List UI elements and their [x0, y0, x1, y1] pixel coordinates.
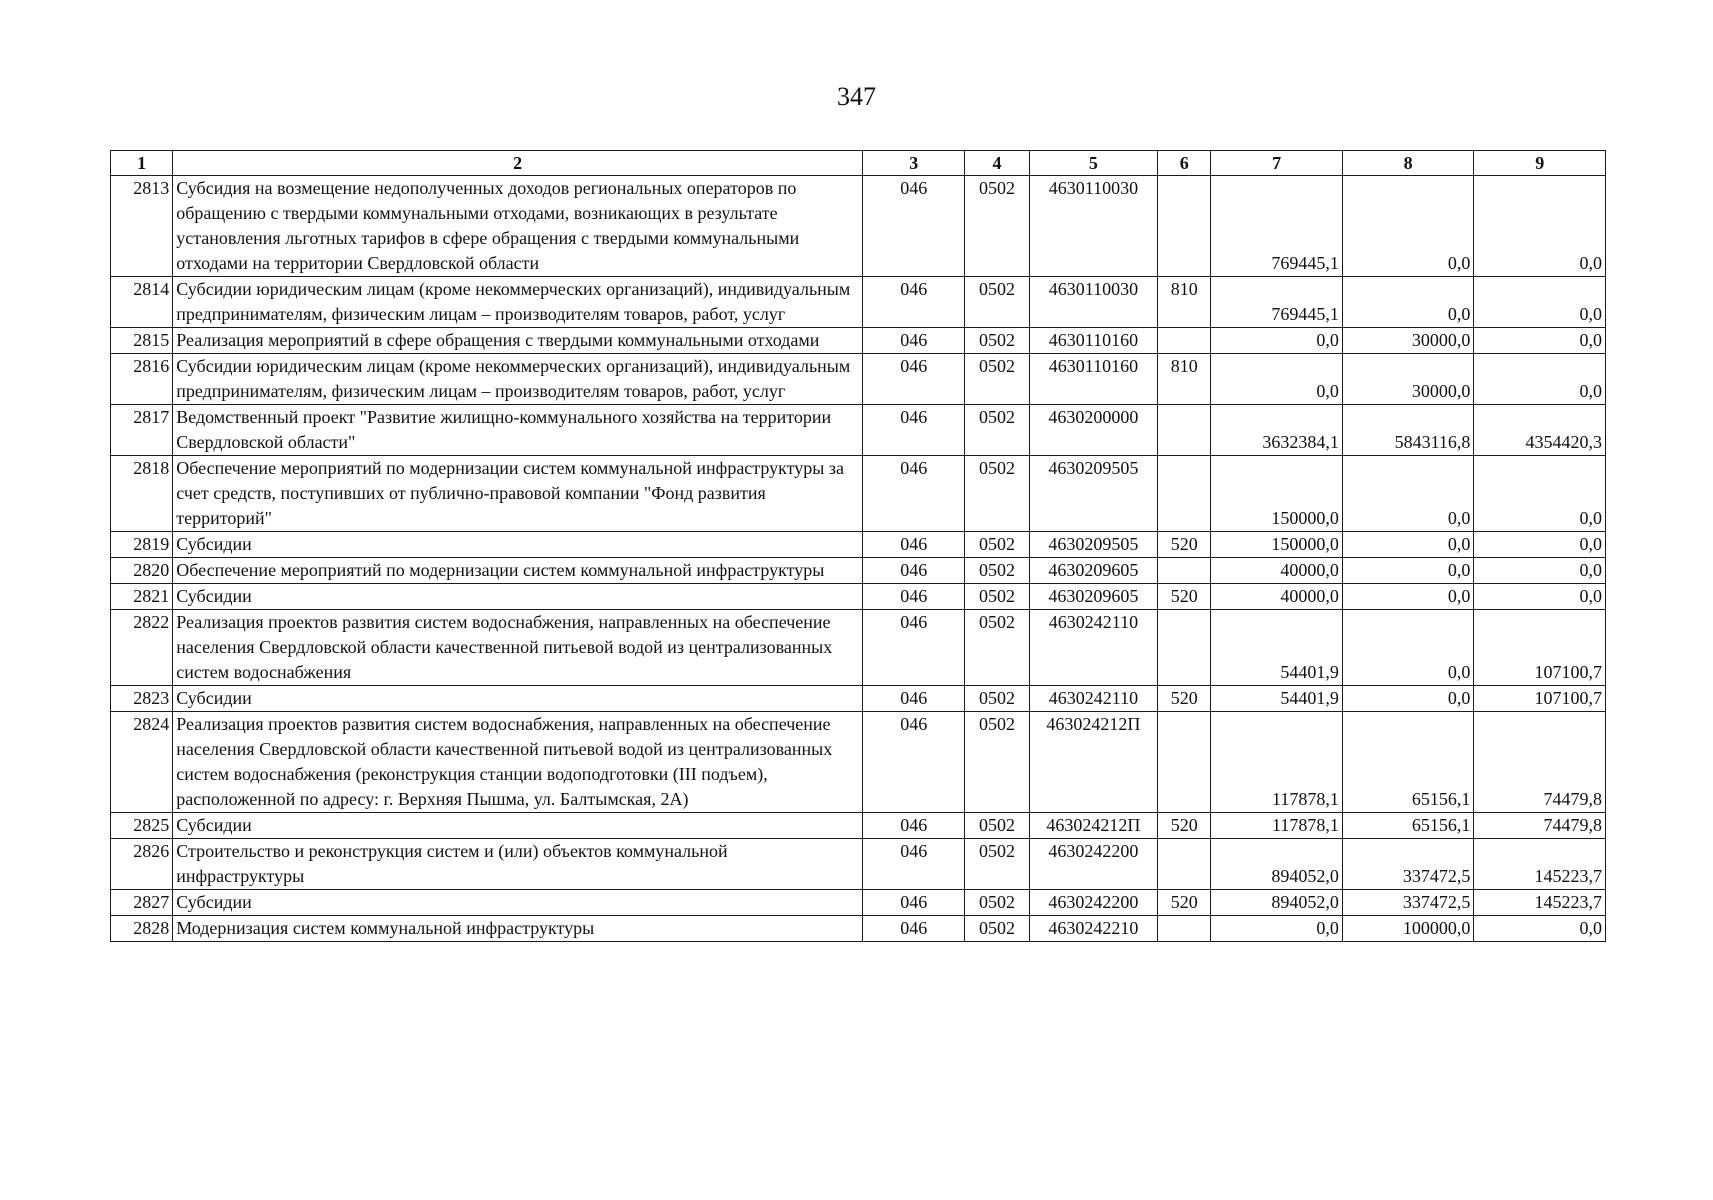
row-number-cell: 2816 — [111, 354, 173, 405]
amount-year3-cell: 74479,8 — [1474, 712, 1606, 813]
expense-type-cell — [1158, 712, 1211, 813]
ministry-code-cell: 046 — [863, 712, 965, 813]
ministry-code-cell: 046 — [863, 328, 965, 354]
page-number: 347 — [837, 82, 876, 111]
row-number-cell: 2817 — [111, 405, 173, 456]
row-number-cell: 2821 — [111, 584, 173, 610]
description-cell: Субсидии юридическим лицам (кроме некоммерческих организаций), индивидуальным предпринимателям, физическим лицам – производителям товаров, работ, услуг — [173, 354, 863, 405]
amount-year2-cell: 0,0 — [1342, 686, 1474, 712]
amount-year1-cell: 0,0 — [1211, 354, 1343, 405]
amount-year1-cell: 117878,1 — [1211, 813, 1343, 839]
description-cell: Реализация проектов развития систем водоснабжения, направленных на обеспечение населения Свердловской области качественной питьевой водой из централизованных систем водоснабжения — [173, 610, 863, 686]
ministry-code-cell: 046 — [863, 277, 965, 328]
amount-year3-cell: 0,0 — [1474, 328, 1606, 354]
expense-type-cell — [1158, 839, 1211, 890]
description-cell: Модернизация систем коммунальной инфраструктуры — [173, 916, 863, 942]
expense-type-cell — [1158, 916, 1211, 942]
amount-year2-cell: 337472,5 — [1342, 890, 1474, 916]
table-row — [111, 813, 1606, 839]
amount-year3-cell: 0,0 — [1474, 916, 1606, 942]
table-row — [111, 532, 1606, 558]
row-number-cell: 2827 — [111, 890, 173, 916]
target-article-cell: 4630110030 — [1029, 277, 1158, 328]
target-article-cell: 4630209605 — [1029, 558, 1158, 584]
target-article-cell: 4630242110 — [1029, 610, 1158, 686]
amount-year1-cell: 40000,0 — [1211, 558, 1343, 584]
ministry-code-cell: 046 — [863, 686, 965, 712]
section-code-cell: 0502 — [965, 328, 1029, 354]
amount-year2-cell: 0,0 — [1342, 176, 1474, 277]
amount-year2-cell: 100000,0 — [1342, 916, 1474, 942]
ministry-code-cell: 046 — [863, 584, 965, 610]
amount-year3-cell: 74479,8 — [1474, 813, 1606, 839]
ministry-code-cell: 046 — [863, 610, 965, 686]
table-row — [111, 277, 1606, 328]
amount-year1-cell: 54401,9 — [1211, 686, 1343, 712]
amount-year3-cell: 0,0 — [1474, 532, 1606, 558]
table-row — [111, 405, 1606, 456]
amount-year3-cell: 107100,7 — [1474, 610, 1606, 686]
description-cell: Обеспечение мероприятий по модернизации систем коммунальной инфраструктуры — [173, 558, 863, 584]
table-row — [111, 712, 1606, 813]
section-code-cell: 0502 — [965, 839, 1029, 890]
amount-year1-cell: 769445,1 — [1211, 176, 1343, 277]
target-article-cell: 4630110160 — [1029, 354, 1158, 405]
target-article-cell: 4630242200 — [1029, 839, 1158, 890]
amount-year1-cell: 894052,0 — [1211, 839, 1343, 890]
row-number-cell: 2828 — [111, 916, 173, 942]
row-number-cell: 2815 — [111, 328, 173, 354]
column-header: 8 — [1342, 151, 1474, 176]
row-number-cell: 2813 — [111, 176, 173, 277]
target-article-cell: 4630242200 — [1029, 890, 1158, 916]
column-header: 3 — [863, 151, 965, 176]
amount-year3-cell: 0,0 — [1474, 277, 1606, 328]
target-article-cell: 4630209605 — [1029, 584, 1158, 610]
ministry-code-cell: 046 — [863, 890, 965, 916]
amount-year3-cell: 4354420,3 — [1474, 405, 1606, 456]
row-number-cell: 2825 — [111, 813, 173, 839]
amount-year2-cell: 0,0 — [1342, 277, 1474, 328]
description-cell: Ведомственный проект "Развитие жилищно-коммунального хозяйства на территории Свердловской области" — [173, 405, 863, 456]
row-number-cell: 2826 — [111, 839, 173, 890]
column-header: 1 — [111, 151, 173, 176]
description-cell: Обеспечение мероприятий по модернизации систем коммунальной инфраструктуры за счет средств, поступивших от публично-правовой компании "Фонд развития территорий" — [173, 456, 863, 532]
amount-year2-cell: 0,0 — [1342, 610, 1474, 686]
section-code-cell: 0502 — [965, 584, 1029, 610]
description-cell: Реализация мероприятий в сфере обращения с твердыми коммунальными отходами — [173, 328, 863, 354]
section-code-cell: 0502 — [965, 354, 1029, 405]
amount-year2-cell: 65156,1 — [1342, 813, 1474, 839]
row-number-cell: 2814 — [111, 277, 173, 328]
amount-year1-cell: 0,0 — [1211, 328, 1343, 354]
column-header: 6 — [1158, 151, 1211, 176]
ministry-code-cell: 046 — [863, 532, 965, 558]
expense-type-cell — [1158, 610, 1211, 686]
row-number-cell: 2823 — [111, 686, 173, 712]
table-row — [111, 916, 1606, 942]
section-code-cell: 0502 — [965, 813, 1029, 839]
amount-year2-cell: 65156,1 — [1342, 712, 1474, 813]
amount-year3-cell: 0,0 — [1474, 456, 1606, 532]
expense-type-cell — [1158, 558, 1211, 584]
amount-year3-cell: 0,0 — [1474, 558, 1606, 584]
target-article-cell: 4630209505 — [1029, 456, 1158, 532]
section-code-cell: 0502 — [965, 405, 1029, 456]
description-cell: Строительство и реконструкция систем и (или) объектов коммунальной инфраструктуры — [173, 839, 863, 890]
target-article-cell: 4630110160 — [1029, 328, 1158, 354]
row-number-cell: 2822 — [111, 610, 173, 686]
row-number-cell: 2820 — [111, 558, 173, 584]
section-code-cell: 0502 — [965, 176, 1029, 277]
amount-year2-cell: 5843116,8 — [1342, 405, 1474, 456]
section-code-cell: 0502 — [965, 916, 1029, 942]
amount-year2-cell: 0,0 — [1342, 456, 1474, 532]
ministry-code-cell: 046 — [863, 456, 965, 532]
table-row — [111, 328, 1606, 354]
expense-type-cell: 520 — [1158, 584, 1211, 610]
expense-type-cell: 810 — [1158, 277, 1211, 328]
amount-year3-cell: 0,0 — [1474, 584, 1606, 610]
table-row — [111, 558, 1606, 584]
ministry-code-cell: 046 — [863, 176, 965, 277]
table-row — [111, 839, 1606, 890]
expense-type-cell: 520 — [1158, 686, 1211, 712]
expense-type-cell — [1158, 405, 1211, 456]
expense-type-cell: 810 — [1158, 354, 1211, 405]
amount-year1-cell: 150000,0 — [1211, 456, 1343, 532]
amount-year3-cell: 0,0 — [1474, 354, 1606, 405]
row-number-cell: 2818 — [111, 456, 173, 532]
section-code-cell: 0502 — [965, 456, 1029, 532]
budget-table — [110, 150, 1606, 942]
section-code-cell: 0502 — [965, 532, 1029, 558]
amount-year1-cell: 0,0 — [1211, 916, 1343, 942]
amount-year1-cell: 3632384,1 — [1211, 405, 1343, 456]
amount-year1-cell: 40000,0 — [1211, 584, 1343, 610]
expense-type-cell — [1158, 328, 1211, 354]
amount-year3-cell: 145223,7 — [1474, 890, 1606, 916]
description-cell: Субсидии юридическим лицам (кроме некоммерческих организаций), индивидуальным предпринимателям, физическим лицам – производителям товаров, работ, услуг — [173, 277, 863, 328]
target-article-cell: 4630209505 — [1029, 532, 1158, 558]
header-row — [111, 151, 1606, 176]
column-header: 4 — [965, 151, 1029, 176]
table-row — [111, 610, 1606, 686]
amount-year1-cell: 54401,9 — [1211, 610, 1343, 686]
expense-type-cell: 520 — [1158, 890, 1211, 916]
ministry-code-cell: 046 — [863, 405, 965, 456]
section-code-cell: 0502 — [965, 712, 1029, 813]
description-cell: Субсидии — [173, 686, 863, 712]
ministry-code-cell: 046 — [863, 916, 965, 942]
section-code-cell: 0502 — [965, 686, 1029, 712]
section-code-cell: 0502 — [965, 890, 1029, 916]
ministry-code-cell: 046 — [863, 813, 965, 839]
column-header: 2 — [173, 151, 863, 176]
amount-year3-cell: 0,0 — [1474, 176, 1606, 277]
column-header: 9 — [1474, 151, 1606, 176]
row-number-cell: 2819 — [111, 532, 173, 558]
amount-year1-cell: 117878,1 — [1211, 712, 1343, 813]
ministry-code-cell: 046 — [863, 839, 965, 890]
description-cell: Субсидия на возмещение недополученных доходов региональных операторов по обращению с твердыми коммунальными отходами, возникающих в результате установления льготных тарифов в сфере обращения с твердыми коммунальными отходами на территории Свердловской области — [173, 176, 863, 277]
section-code-cell: 0502 — [965, 558, 1029, 584]
amount-year1-cell: 150000,0 — [1211, 532, 1343, 558]
amount-year2-cell: 0,0 — [1342, 558, 1474, 584]
amount-year2-cell: 0,0 — [1342, 584, 1474, 610]
section-code-cell: 0502 — [965, 610, 1029, 686]
table-row — [111, 584, 1606, 610]
ministry-code-cell: 046 — [863, 354, 965, 405]
description-cell: Реализация проектов развития систем водоснабжения, направленных на обеспечение населения Свердловской области качественной питьевой водой из централизованных систем водоснабжения (реконструкция станции водоподготовки (III подъем), расположенной по адресу: г. Верхняя Пышма, ул. Балтымская, 2А) — [173, 712, 863, 813]
target-article-cell: 4630242110 — [1029, 686, 1158, 712]
table-row — [111, 354, 1606, 405]
amount-year3-cell: 145223,7 — [1474, 839, 1606, 890]
amount-year1-cell: 894052,0 — [1211, 890, 1343, 916]
amount-year3-cell: 107100,7 — [1474, 686, 1606, 712]
table-row — [111, 456, 1606, 532]
table-row — [111, 686, 1606, 712]
expense-type-cell: 520 — [1158, 532, 1211, 558]
table-row — [111, 890, 1606, 916]
expense-type-cell — [1158, 176, 1211, 277]
expense-type-cell — [1158, 456, 1211, 532]
amount-year2-cell: 30000,0 — [1342, 354, 1474, 405]
expense-type-cell: 520 — [1158, 813, 1211, 839]
row-number-cell: 2824 — [111, 712, 173, 813]
target-article-cell: 463024212П — [1029, 712, 1158, 813]
description-cell: Субсидии — [173, 532, 863, 558]
table-row — [111, 176, 1606, 277]
amount-year2-cell: 30000,0 — [1342, 328, 1474, 354]
description-cell: Субсидии — [173, 890, 863, 916]
section-code-cell: 0502 — [965, 277, 1029, 328]
description-cell: Субсидии — [173, 584, 863, 610]
target-article-cell: 463024212П — [1029, 813, 1158, 839]
description-cell: Субсидии — [173, 813, 863, 839]
ministry-code-cell: 046 — [863, 558, 965, 584]
column-header: 7 — [1211, 151, 1343, 176]
target-article-cell: 4630200000 — [1029, 405, 1158, 456]
target-article-cell: 4630242210 — [1029, 916, 1158, 942]
amount-year1-cell: 769445,1 — [1211, 277, 1343, 328]
column-header: 5 — [1029, 151, 1158, 176]
amount-year2-cell: 0,0 — [1342, 532, 1474, 558]
amount-year2-cell: 337472,5 — [1342, 839, 1474, 890]
target-article-cell: 4630110030 — [1029, 176, 1158, 277]
